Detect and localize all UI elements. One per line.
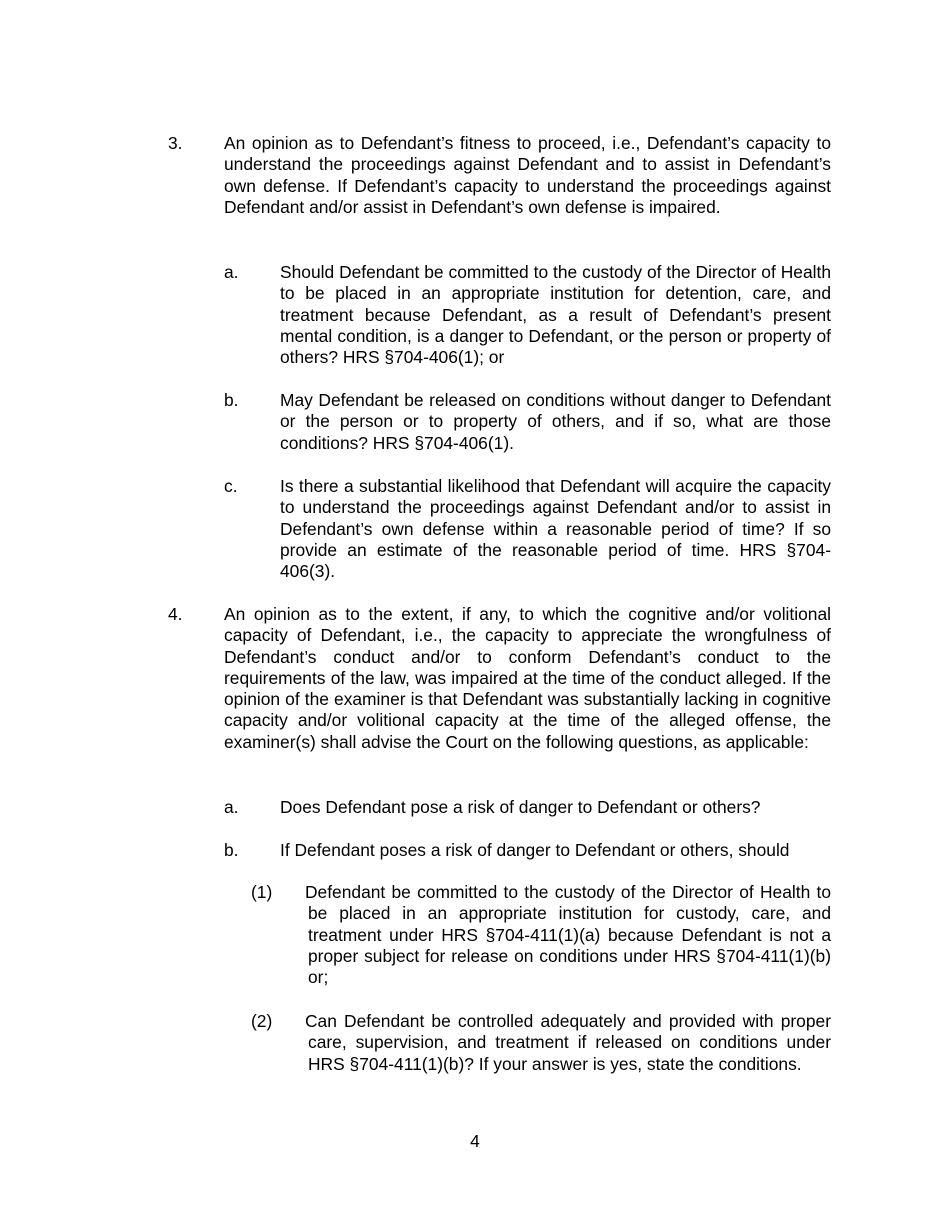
item-4a-marker: a. xyxy=(224,797,239,817)
item-4-marker: 4. xyxy=(168,604,183,624)
item-3-marker: 3. xyxy=(168,133,183,153)
item-4b-marker: b. xyxy=(224,840,239,860)
item-3c-marker: c. xyxy=(224,476,238,496)
list-item-4 xyxy=(168,604,831,753)
item-3b-marker: b. xyxy=(224,390,239,410)
list-item-4a xyxy=(224,797,831,818)
list-item-4b1 xyxy=(251,882,831,988)
item-3a-marker: a. xyxy=(224,262,239,282)
list-item-3b xyxy=(224,390,831,454)
item-3-text: An opinion as to Defendant’s fitness to proceed, i.e., Defendant’s capacity to understand the proceedings against Defendant and to assist in Defendant’s own defense. If Defendant’s capacity to understand the proceedings against Defendant and/or assist in Defendant’s own defense is impaired. xyxy=(224,133,831,217)
list-item-3c xyxy=(224,476,831,582)
page-number: 4 xyxy=(470,1131,480,1151)
item-3b-text: May Defendant be released on conditions without danger to Defendant or the person or to property of others, and if so, what are those conditions? HRS §704-406(1). xyxy=(280,390,831,453)
item-4a-text: Does Defendant pose a risk of danger to Defendant or others? xyxy=(280,797,761,817)
item-4-text: An opinion as to the extent, if any, to which the cognitive and/or volitional capacity of Defendant, i.e., the capacity to appreciate the wrongfulness of Defendant’s conduct and/or to conform Defendant’s conduct to the requirements of the law, was impaired at the time of the conduct alleged. If the opinion of the examiner is that Defendant was substantially lacking in cognitive capacity and/or volitional capacity at the time of the alleged offense, the examiner(s) shall advise the Court on the following questions, as applicable: xyxy=(224,604,831,752)
item-4b-text: If Defendant poses a risk of danger to Defendant or others, should xyxy=(280,840,790,860)
list-item-3a xyxy=(224,262,831,368)
item-3c-text: Is there a substantial likelihood that Defendant will acquire the capacity to understand the proceedings against Defendant and/or to assist in Defendant’s own defense within a reasonable period of time? If so provide an estimate of the reasonable period of time. HRS §704-406(3). xyxy=(280,476,831,582)
item-3a-text: Should Defendant be committed to the custody of the Director of Health to be placed in an appropriate institution for detention, care, and treatment because Defendant, as a result of Defendant’s present mental condition, is a danger to Defendant, or the person or property of others? HRS §704-406(1); or xyxy=(280,262,831,368)
item-4b1-text: Defendant be committed to the custody of the Director of Health to be placed in an appropriate institution for custody, care, and treatment under HRS §704-411(1)(a) because Defendant is not a proper subject for release on conditions under HRS §704-411(1)(b) or; xyxy=(305,882,831,988)
item-4b2-marker: (2) xyxy=(251,1011,273,1031)
item-4b2-text: Can Defendant be controlled adequately and provided with proper care, supervision, and treatment if released on conditions under HRS §704-411(1)(b)? If your answer is yes, state the conditions. xyxy=(305,1011,831,1074)
list-item-4b xyxy=(224,840,831,861)
list-item-3 xyxy=(168,133,831,218)
list-item-4b2 xyxy=(251,1011,831,1075)
item-4b1-marker: (1) xyxy=(251,882,273,902)
